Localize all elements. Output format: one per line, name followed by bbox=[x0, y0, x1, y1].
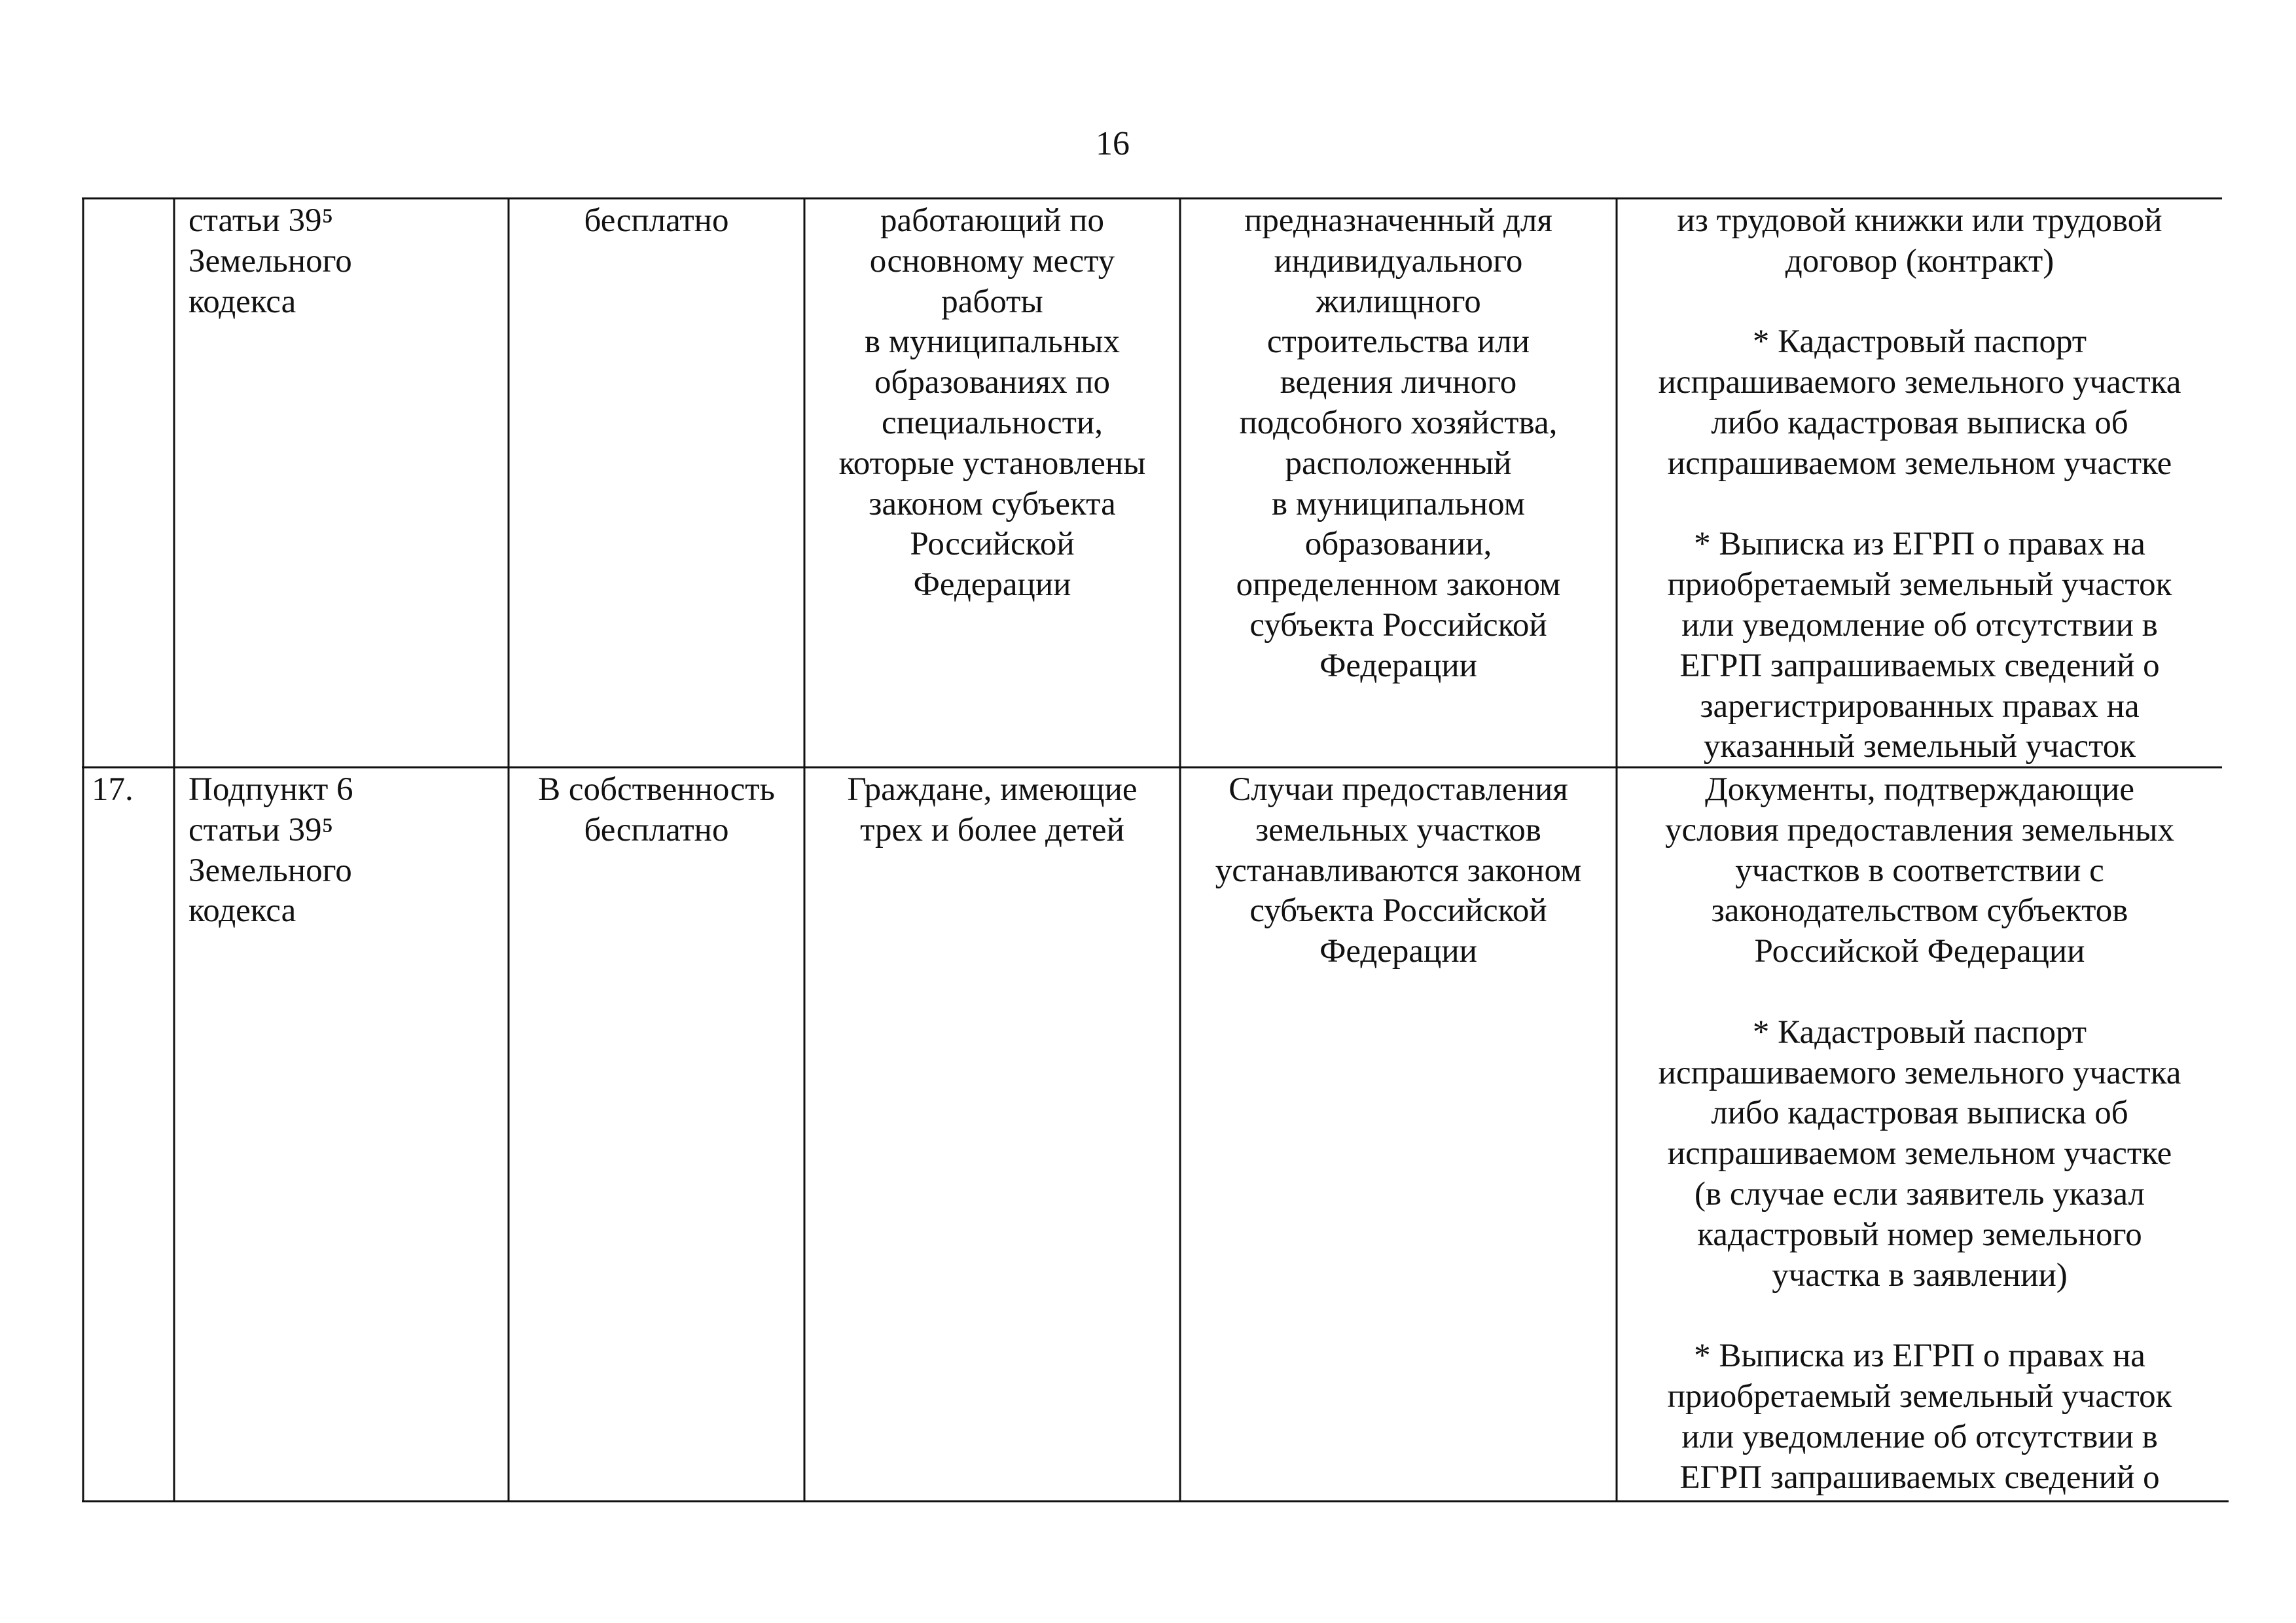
documents-cell: Документы, подтверждающие условия предоставления земельных участков в соответствии с законодательством субъектов Российской Федерации * Кадастровый паспорт испрашиваемого земельного участка либо кадастровая выписка об испрашиваемом земельном участке (в случае если заявитель указал кадастровый номер земельного участка в заявлении) * Выписка из ЕГРП о правах на приобретаемый земельный участок или уведомление об отсутствии в ЕГРП запрашиваемых сведений о bbox=[1658, 771, 2181, 1496]
page-number: 16 bbox=[1096, 125, 1130, 162]
conditions-cell: предназначенный для индивидуального жилищного строительства или ведения личного подсобного хозяйства, расположенный в муниципальном образовании, определенном законом субъекта Российской Федерации bbox=[1236, 202, 1561, 684]
legal-basis-cell: Подпункт 6 статьи 39⁵ Земельного кодекса bbox=[188, 771, 353, 930]
right-type-cell: В собственность бесплатно bbox=[538, 771, 775, 848]
conditions-cell: Случаи предоставления земельных участков устанавливаются законом субъекта Российской Федерации bbox=[1215, 771, 1582, 970]
recipient-cell: Граждане, имеющие трех и более детей bbox=[847, 771, 1138, 848]
recipient-cell: работающий по основному месту работы в муниципальных образованиях по специальности, которые установлены законом субъекта Российской Федерации bbox=[838, 202, 1146, 604]
row-number: 17. bbox=[92, 771, 134, 808]
documents-cell: из трудовой книжки или трудовой договор (контракт) * Кадастровый паспорт испрашиваемого земельного участка либо кадастровая выписка об испрашиваемом земельном участке * Выписка из ЕГРП о правах на приобретаемый земельный участок или уведомление об отсутствии в ЕГРП запрашиваемых сведений о зарегистрированных правах на указанный земельный участок bbox=[1658, 202, 2181, 765]
right-type-cell: бесплатно bbox=[584, 202, 729, 239]
legal-basis-cell: статьи 39⁵ Земельного кодекса bbox=[188, 202, 352, 320]
